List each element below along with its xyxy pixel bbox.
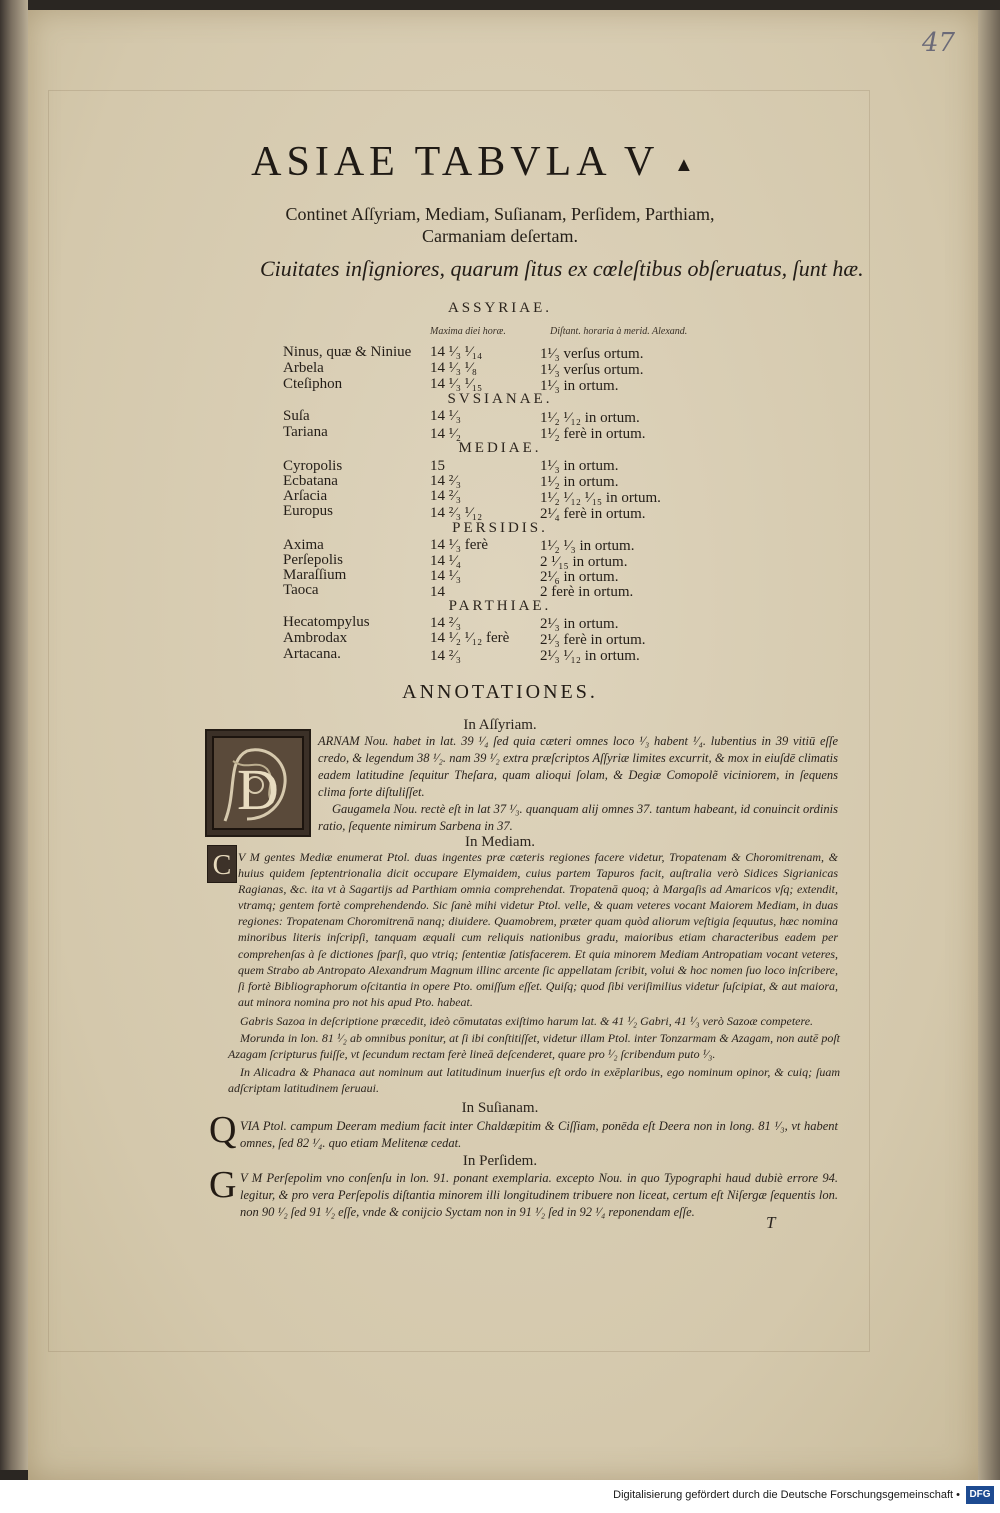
maxima-value: 14 ¹⁄₄ [430,553,461,569]
distant-value: 1¹⁄₂ ¹⁄₁₂ ¹⁄₁₅ in ortum. [540,490,661,506]
annotation-heading-media: In Mediam. [465,834,535,850]
annotation-media-paragraph-4: In Alicadra & Phanaca aut nominum aut latitudinum inuerſus eſt ordo in exēplaribus, ego nominum opinor, & cuiq; ſuam adſcriptam latitudinem ſeruaui. [228,1065,840,1096]
city-name: Suſa [283,408,310,424]
annotation-persis-paragraph: V M Perſepolim vno conſenſu in lon. 91. ponant exemplaria. excepto Nou. in quo Typographi haud dubiè errore 94. legitur, & pro vera Perſepolis diſtantia minorem illi longitudinem tribuere non liceat, certum eſt Niſergæ ſequentis lon. non 90 ¹⁄₂ ſed 91 ¹⁄₂ eſſe, vnde & conijcio Syctam non in 91 ¹⁄₂ ſed in 92 ¹⁄₄ reponendam eſſe. [240,1171,838,1219]
initial-letter-g: G [209,1164,237,1206]
section-heading: MEDIAE. [458,440,542,456]
distant-value: 2¹⁄₃ ¹⁄₁₂ in ortum. [540,648,640,664]
distant-value: 1¹⁄₃ verſus ortum. [540,346,644,362]
annotation-media-paragraph-1: V M gentes Mediæ enumerat Ptol. duas ingentes præ cæteris regiones facere videtur, Tropatenam & Choromitrenam, & huius quidem ſeptentrionalia dicit occupare Elymaidem, cuius partem Tapuros facit, auſtralia verò Sidices Sigrianicas Ragianas, &c. ita vt à Sagartijs ad Parthiam omnia comprehendat. Tropatenā quoq; à Margaſis ad Amaricos vſq; extendit, vtramq; gentem fortè comprehendendo. Sic ſanè mihi videtur Ptol. velle, & quam veteres vocant Maiorem Mediam, in duas regiones: Tropatenam Choromitrenā nanq; diuidere. Quamobrem, præter quam quòd aliorum veſtigia ſequutus, hæc nomina minoribus literis inſcripſi, tanquam æquali cum reliquis nationibus gradu, maioribus etiam characteribus eadem per comprehenſas à ſe dictiones ſparſi, quo vtriq; ſententiæ ſatisfacerem. Et quia minorem Mediam Antropatiam vocant veteres, quem Strabo ab Antropato Alexandrum Magnum illinc arcente ſic appellatam ſcribit, volui & hoc nomen ſuo loco inſcribere, ſi fortè Bibliographorum oſcitantia in opere Pto. omiſſum eſſet. Quiſq; quod ſibi veriſimilius videtur ſuſcipiat, & aut maiora, aut minora nomina pro not his apud Pto. habeat. [238,850,838,1009]
annotation-assyria-paragraph-1: ARNAM Nou. habet in lat. 39 ¹⁄₄ ſed quia cæteri omnes loco ¹⁄₃ habent ¹⁄₄. lubentius in 39 vitiū eſſe credo, & legendum 38 ¹⁄₂. nam 39 ¹⁄₂ extra præſcriptos Aſſyriæ limites excurrit, & mox in eiuſdē climatis eadem latitudine ſequitur Theſara, quam alioqui ſolam, & Degiæ Comopolẽ viciniorem, in ſequens clima forte diſtuliſſet. [318,734,838,799]
cities-heading: Ciuitates inſigniores, quarum ſitus ex cœleſtibus obſeruatus, ſunt hæ. [260,256,864,281]
city-name: Cteſiphon [283,376,343,392]
annotation-heading-susiana: In Suſianam. [461,1100,539,1116]
decorated-initial [205,729,311,837]
column-header-distant: Diſtant. horaria à merid. Alexand. [550,326,688,337]
subtitle-line-1: Continet Aſſyriam, Mediam, Suſianam, Perſidem, Parthiam, [285,204,715,224]
distant-value: 1¹⁄₂ ¹⁄₁₂ in ortum. [540,410,640,426]
page-title [0,138,950,186]
city-name: Hecatompylus [283,614,370,630]
annotation-susiana-paragraph: VIA Ptol. campum Deeram medium facit inter Chaldæpitim & Ciſſiam, ponēda eſt Deera non in long. 81 ¹⁄₃, vt habent omnes, ſed 82 ¹⁄₄. quo etiam Melitenæ cedat. [240,1119,838,1150]
maxima-value: 14 ¹⁄₃ ¹⁄₁₄ [430,344,483,360]
section-heading: ASSYRIAE. [447,300,553,316]
distant-value: 1¹⁄₃ verſus ortum. [540,362,644,378]
annotation-heading-assyria: In Aſſyriam. [463,717,537,733]
distant-value: 2 ¹⁄₁₅ in ortum. [540,554,628,570]
svg-text:D: D [237,757,279,822]
distant-value: 2¹⁄₃ in ortum. [540,616,619,632]
maxima-value: 14 ¹⁄₃ ¹⁄₈ [430,360,477,376]
maxima-value: 14 ²⁄₃ [430,473,461,489]
annotation-assyria-paragraph-2: Gaugamela Nou. rectè eſt in lat 37 ¹⁄₃. quanquam alij omnes 37. tantum habeant, id conuincit ordinis ratio, ſequente nimirum Sarbena in 37. [318,802,838,833]
decorated-initial-icon [208,846,236,882]
annotations-title: ANNOTATIONES. [402,681,598,703]
city-name: Axima [283,537,324,553]
city-name: Artacana. [283,646,341,662]
annotation-media-paragraph-3: Morunda in lon. 81 ¹⁄₂ ab omnibus ponitur, at ſi ibi conſtitiſſet, videtur illam Ptol. inter Tonzarmam & Azagam, non autē poſt Azagam ſcripturus fuiſſe, vt ſecundum rectam ferè lineā deſcenderet, quare pro ¹⁄₂ ſcribendum puto ¹⁄₃. [228,1031,840,1062]
distant-value: 1¹⁄₂ in ortum. [540,474,619,490]
distant-value: 1¹⁄₂ ¹⁄₃ in ortum. [540,538,635,554]
maxima-value: 14 ¹⁄₃ [430,408,461,424]
maxima-value: 14 ¹⁄₃ ferè [430,537,489,553]
footer-bar [0,1480,1000,1513]
column-header-maxima: Maxima diei horæ. [430,326,506,337]
section-heading: SVSIANAE. [447,391,553,407]
distant-value: 2¹⁄₆ in ortum. [540,569,619,585]
distant-value: 1¹⁄₂ ferè in ortum. [540,426,646,442]
city-name: Europus [283,503,333,519]
distant-value: 2 ferè in ortum. [540,584,634,600]
maxima-value: 14 ²⁄₃ [430,648,461,664]
title-text: ASIAE TABVLA V [251,139,659,185]
city-name: Arſacia [283,488,328,504]
city-name: Ninus, quæ & Niniue [283,344,412,360]
handwritten-page-number: 47 [922,28,956,58]
decorated-initial-icon [207,731,309,835]
city-name: Perſepolis [283,552,343,568]
maxima-value: 14 [430,584,445,600]
initial-letter-q: Q [209,1109,237,1151]
decorated-initial [207,845,237,883]
maxima-value: 14 ²⁄₃ ¹⁄₁₂ [430,505,483,521]
distant-value: 1¹⁄₃ in ortum. [540,378,619,394]
maxima-value: 14 ¹⁄₂ [430,426,461,442]
maxima-value: 14 ²⁄₃ [430,615,461,631]
maxima-value: 15 [430,458,445,474]
catchword: T [766,1213,776,1232]
maxima-value: 14 ¹⁄₂ ¹⁄₁₂ ferè [430,630,510,646]
city-name: Cyropolis [283,458,343,474]
city-name: Tariana [283,424,328,440]
section-heading: PARTHIAE. [448,598,552,614]
city-name: Arbela [283,360,324,376]
annotation-media-paragraph-2: Gabris Sazoa in deſcriptione præcedit, ideò cōmutatas exiſtimo harum lat. & 41 ¹⁄₂ Gabri, 41 ¹⁄₃ verò Sazoæ competere. [240,1014,814,1028]
maxima-value: 14 ²⁄₃ [430,488,461,504]
maxima-value: 14 ¹⁄₃ [430,568,461,584]
section-heading: PERSIDIS. [452,520,548,536]
svg-text:C: C [212,850,232,881]
dfg-logo-icon: DFG [966,1486,994,1504]
distant-value: 1¹⁄₃ in ortum. [540,458,619,474]
footer-credit: Digitalisierung gefördert durch die Deutsche Forschungsgemeinschaft • [613,1489,960,1501]
annotation-heading-persis: In Perſidem. [462,1153,538,1169]
distant-value: 2¹⁄₄ ferè in ortum. [540,506,646,522]
distant-value: 2¹⁄₃ ferè in ortum. [540,632,646,648]
subtitle-line-2: Carmaniam deſertam. [422,226,578,246]
city-name: Ecbatana [283,473,338,489]
city-name: Maraſſium [283,567,347,583]
city-name: Taoca [283,582,319,598]
maxima-value: 14 ¹⁄₃ ¹⁄₁₅ [430,376,483,392]
title-ornament: ▲ [674,153,699,176]
city-name: Ambrodax [283,630,348,646]
